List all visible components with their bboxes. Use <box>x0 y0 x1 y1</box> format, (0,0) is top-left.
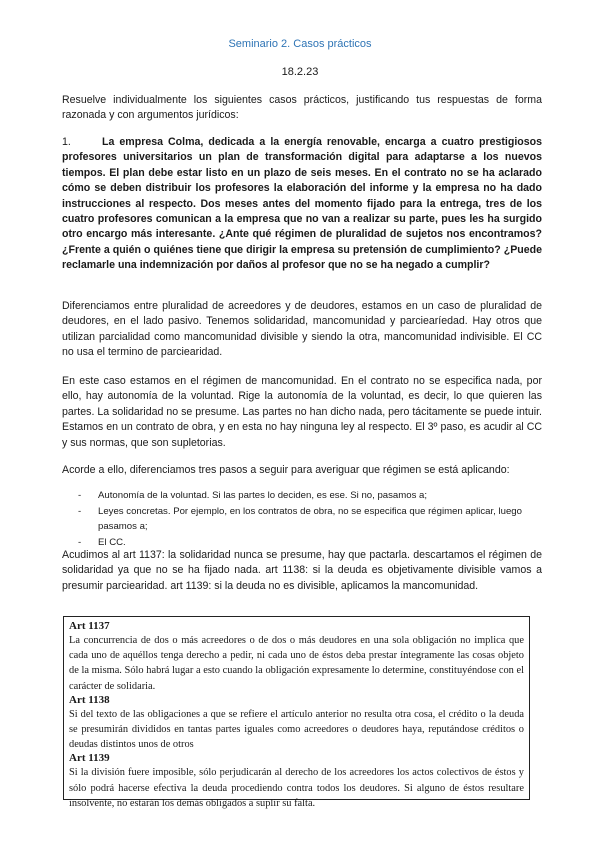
question-1 <box>62 135 542 274</box>
list-item: - Autonomía de la voluntad. Si las partes lo deciden, es ese. Si no, pasamos a; <box>78 488 542 504</box>
answer-paragraph-3: Acorde a ello, diferenciamos tres pasos a seguir para averiguar que régimen se está aplicando: <box>62 464 510 476</box>
answer-paragraph-4: Acudimos al art 1137: la solidaridad nunca se presume, hay que pactarla. descartamos el régimen de solidaridad ya que no se ha fijado nada. art 1138: si la deuda es objetivamente divisible vamos a presumir parciearidad. art 1139: si la deuda no es divisible, aplicamos la mancomunidad. <box>62 549 542 592</box>
article-heading: Art 1138 <box>69 693 110 706</box>
article-heading: Art 1139 <box>69 752 110 765</box>
articles-box <box>63 616 530 809</box>
steps-list <box>78 488 542 550</box>
list-item: - El CC. <box>78 535 542 551</box>
question-number: 1. <box>62 136 71 148</box>
answer-paragraph-2: En este caso estamos en el régimen de mancomunidad. En el contrato no se especifica nada, por ello, hay autonomía de la voluntad. Rige la autonomía de la voluntad, es decir, lo que quieren las partes. La solidaridad no se presume. Las partes no han dicho nada, pero tácitamente se puede intuir. Estamos en un contrato de obra, y en esta no hay ninguna ley al respecto. El 3º paso, es acudir al CC y sus normas, que son supletorias. <box>62 375 542 449</box>
article-text: Si la división fuere imposible, sólo perjudicarán al derecho de los acreedores los actos colectivos de éstos y sólo podrá hacerse efectiva la deuda procediendo contra todos los deudores. Si alguno de éstos resultare insolvente, no estarán los demás obligados a suplir su falta. <box>69 767 524 809</box>
article-text: La concurrencia de dos o más acreedores o de dos o más deudores en una sola obligación no implica que cada uno de aquéllos tenga derecho a pedir, ni cada uno de éstos deba prestar íntegramente las cosas objeto de la misma. Sólo habrá lugar a esto cuando la obligación expresamente lo determine, constituyéndose con el carácter de solidaria. <box>69 635 524 692</box>
intro-paragraph: Resuelve individualmente los siguientes casos prácticos, justificando tus respuestas de forma razonada y con argumentos jurídicos: <box>62 94 542 122</box>
article-text: Si del texto de las obligaciones a que se refiere el artículo anterior no resulta otra cosa, el crédito o la deuda se presumirán divididos en tantas partes iguales como acreedores o deudores haya, reputándose créditos o deudas distintos unos de otros <box>69 708 524 751</box>
article-heading: Art 1137 <box>69 620 110 632</box>
document-date: 18.2.23 <box>281 66 319 78</box>
list-item: - Leyes concretas. Por ejemplo, en los contratos de obra, no se especifica que régimen aplicar, luego pasamos a; <box>78 504 542 535</box>
question-text: La empresa Colma, dedicada a la energía renovable, encarga a cuatro prestigiosos profesores universitarios un plan de transformación digital para adaptarse a los nuevos tiempos. El plan debe estar listo en un plazo de seis meses. En el contrato no se ha aclarado cómo se deben distribuir los profesores la elaboración del informe y la empresa no ha dado instrucciones al respecto. Dos meses antes del momento fijado para la entrega, tres de los cuatro profesores comunican a la empresa que no van a realizar su parte, pues les ha surgido otro encargo más interesante. ¿Ante qué régimen de pluralidad de sujetos nos encontramos? ¿Frente a quién o quiénes tiene que dirigir la empresa su pretensión de cumplimiento? ¿Puede reclamarle una indemnización por daños al profesor que no se ha negado a cumplir? <box>62 136 542 272</box>
answer-paragraph-1: Diferenciamos entre pluralidad de acreedores y de deudores, estamos en un caso de pluralidad de deudores, en el lado pasivo. Tenemos solidaridad, mancomunidad y parciearíedad. Hay otros que utilizan parcialidad como mancomunidad divisible y siendo la otra, mancomunidad indivisible. El CC no usa el termino de parciearidad. <box>62 300 542 359</box>
document-title: Seminario 2. Casos prácticos <box>228 38 372 50</box>
